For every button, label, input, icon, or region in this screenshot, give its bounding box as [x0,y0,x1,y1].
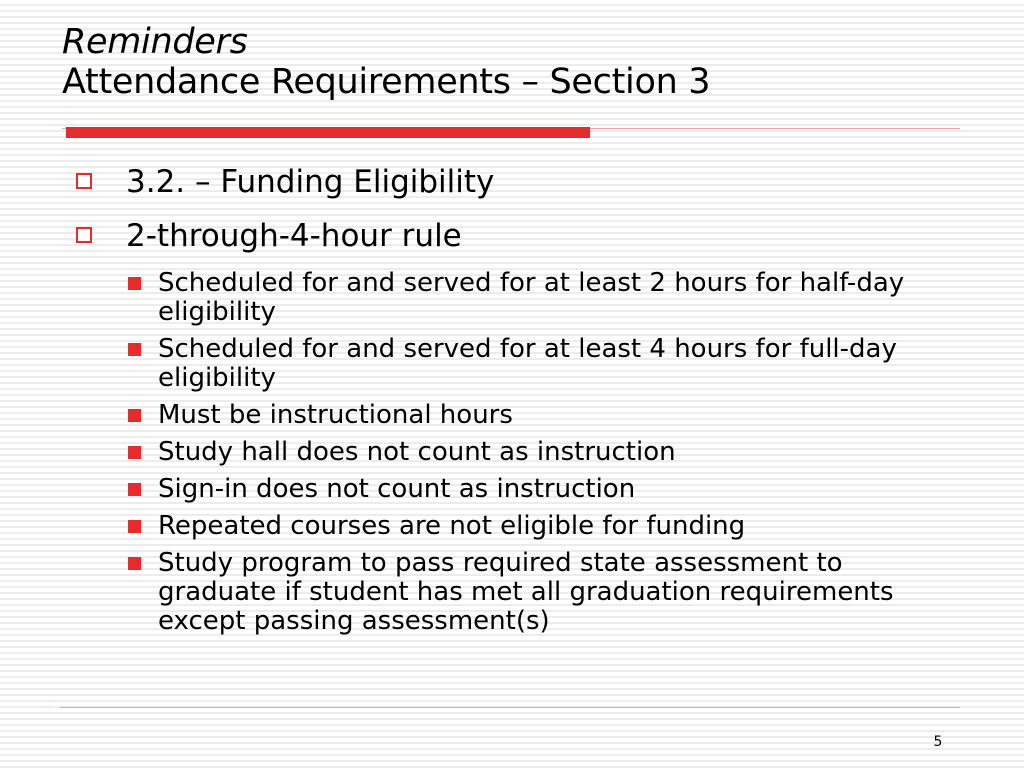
title-attendance-requirements: Attendance Requirements – Section 3 [62,62,711,102]
sub-bullet-list [76,269,976,636]
sub-bullet-text: Must be instructional hours [158,400,513,430]
sub-bullet-text: Scheduled for and served for at least 2 hours for half-day eligibility [158,268,905,327]
slide-title [62,22,962,102]
bullet-text: 2-through-4-hour rule [126,218,462,254]
bullet-text: 3.2. – Funding Eligibility [126,164,495,200]
sub-bullet-text: Scheduled for and served for at least 4 hours for full-day eligibility [158,334,897,393]
sub-bullet-study-program [128,549,948,636]
sub-bullet-full-day [128,335,948,393]
sub-bullet-sign-in [128,475,948,504]
hollow-square-bullet-icon [76,227,92,243]
filled-square-bullet-icon [128,446,141,459]
sub-bullet-text: Study hall does not count as instruction [158,437,676,467]
sub-bullet-half-day [128,269,948,327]
bullet-list [76,163,976,644]
bullet-hour-rule [76,217,976,255]
filled-square-bullet-icon [128,409,141,422]
filled-square-bullet-icon [128,520,141,533]
sub-bullet-instructional-hours [128,401,948,430]
filled-square-bullet-icon [128,557,141,570]
title-divider-accent [66,127,590,138]
sub-bullet-repeated-courses [128,512,948,541]
sub-bullet-text: Sign-in does not count as instruction [158,474,636,504]
title-reminders: Reminders [62,22,248,62]
sub-bullet-text: Repeated courses are not eligible for funding [158,511,746,541]
filled-square-bullet-icon [128,483,141,496]
sub-bullet-text: Study program to pass required state assessment to graduate if student has met all graduation requirements except passing assessment(s) [158,548,894,636]
page-number: 5 [933,734,943,750]
filled-square-bullet-icon [128,277,141,290]
hollow-square-bullet-icon [76,173,92,189]
sub-bullet-study-hall [128,438,948,467]
filled-square-bullet-icon [128,343,141,356]
bullet-funding-eligibility [76,163,976,201]
footer-divider [60,707,960,708]
